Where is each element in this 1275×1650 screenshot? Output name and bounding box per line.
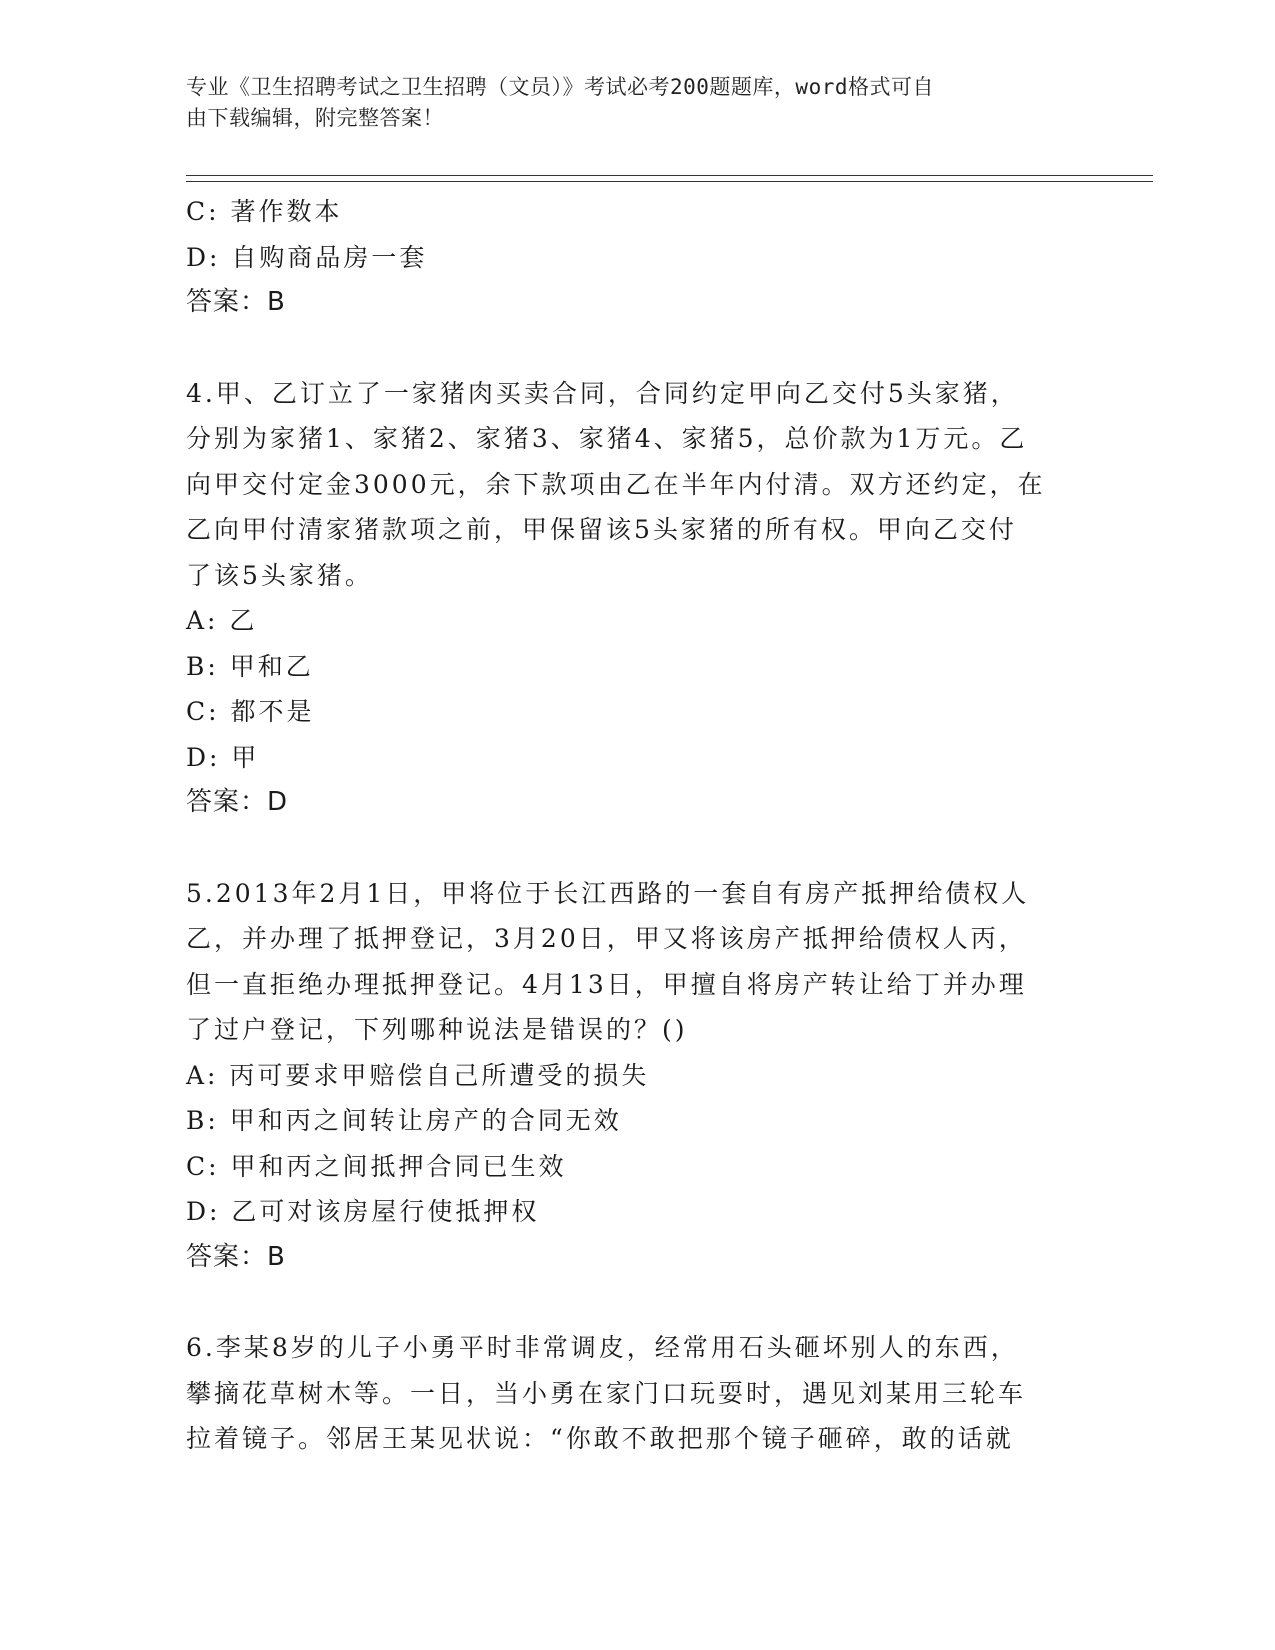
q5-option-a: A: 丙可要求甲赔偿自己所遭受的损失 bbox=[186, 1060, 650, 1090]
header-line-1: 专业《卫生招聘考试之卫生招聘（文员）》考试必考200题题库，word格式可自 bbox=[186, 75, 934, 99]
q5-answer: 答案：B bbox=[186, 1241, 286, 1272]
q3-answer: 答案：B bbox=[186, 287, 286, 317]
q3-option-d: D: 自购商品房一套 bbox=[186, 242, 428, 272]
question-3 bbox=[186, 189, 1086, 326]
header-divider-top bbox=[186, 175, 1153, 176]
q5-stem-line: 了过户登记，下列哪种说法是错误的？() bbox=[186, 1015, 688, 1044]
q4-stem-line: 了该5头家猪。 bbox=[186, 560, 373, 590]
q5-option-b: B: 甲和丙之间转让房产的合同无效 bbox=[186, 1106, 622, 1135]
q4-option-a: A: 乙 bbox=[186, 606, 258, 635]
header-line-2: 由下载编辑，附完整答案！ bbox=[186, 106, 444, 130]
spacer bbox=[186, 826, 1086, 871]
q5-stem-line: 但一直拒绝办理抵押登记。4月13日，甲擅自将房产转让给丁并办理 bbox=[186, 969, 1027, 999]
document-body bbox=[186, 189, 1086, 1462]
q6-stem-line: 拉着镜子。邻居王某见状说：“你敢不敢把那个镜子砸碎，敢的话就 bbox=[186, 1424, 1014, 1453]
q4-stem-line: 分别为家猪1、家猪2、家猪3、家猪4、家猪5，总价款为1万元。乙 bbox=[186, 424, 1028, 453]
q5-option-d: D: 乙可对该房屋行使抵押权 bbox=[186, 1197, 540, 1226]
spacer bbox=[186, 326, 1086, 371]
spacer bbox=[186, 1280, 1086, 1325]
q4-stem-line: 向甲交付定金3000元，余下款项由乙在半年内付清。双方还约定，在 bbox=[186, 469, 1046, 499]
question-6 bbox=[186, 1325, 1086, 1462]
q4-stem-line: 4.甲、乙订立了一家猪肉买卖合同，合同约定甲向乙交付5头家猪， bbox=[186, 378, 1019, 408]
question-5 bbox=[186, 871, 1086, 1281]
q4-stem-line: 乙向甲付清家猪款项之前，甲保留该5头家猪的所有权。甲向乙交付 bbox=[186, 515, 1017, 544]
q3-option-c: C: 著作数本 bbox=[186, 197, 343, 226]
header-divider-bottom bbox=[186, 181, 1153, 182]
q6-stem-line: 攀摘花草树木等。一日，当小勇在家门口玩耍时，遇见刘某用三轮车 bbox=[186, 1378, 1027, 1408]
q4-option-d: D: 甲 bbox=[186, 742, 260, 772]
q4-option-b: B: 甲和乙 bbox=[186, 651, 314, 681]
q4-answer: 答案：D bbox=[186, 787, 289, 817]
q5-stem-line: 乙，并办理了抵押登记，3月20日，甲又将该房产抵押给债权人丙， bbox=[186, 924, 1027, 953]
question-4 bbox=[186, 371, 1086, 826]
q4-option-c: C: 都不是 bbox=[186, 697, 315, 726]
q5-stem-line: 5.2013年2月1日，甲将位于长江西路的一套自有房产抵押给债权人 bbox=[186, 878, 1030, 908]
q6-stem-line: 6.李某8岁的儿子小勇平时非常调皮，经常用石头砸坏别人的东西， bbox=[186, 1333, 1019, 1362]
q5-option-c: C: 甲和丙之间抵押合同已生效 bbox=[186, 1151, 567, 1181]
document-header bbox=[186, 72, 1086, 134]
